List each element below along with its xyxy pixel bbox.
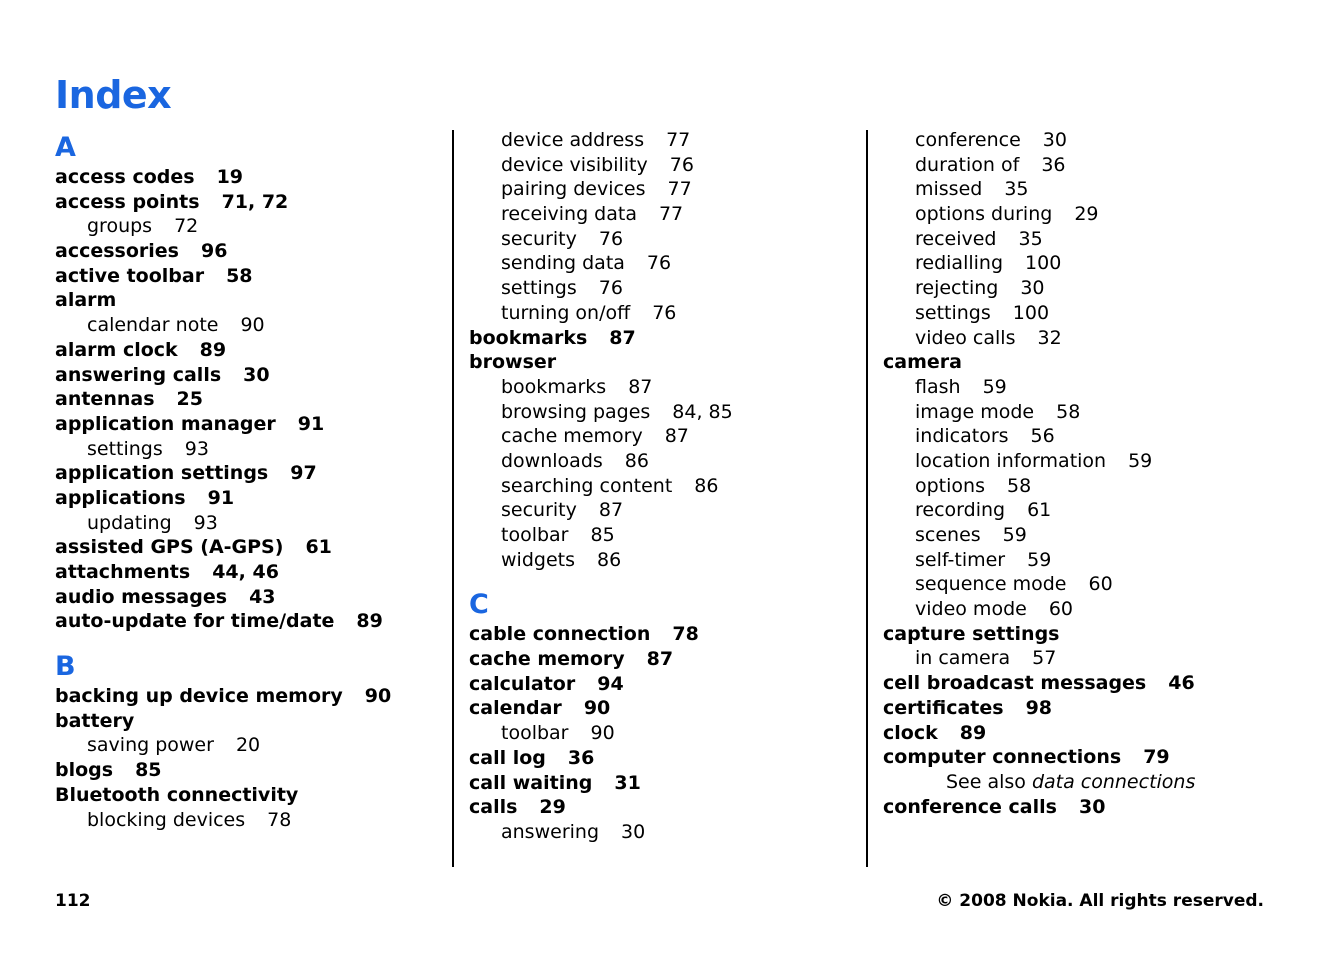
see-also-target: data connections [1031,770,1196,793]
page-reference: 87 [646,648,674,671]
page-reference: 93 [184,437,209,460]
page-reference: 58 [1056,400,1081,423]
page-reference: 76 [646,252,672,275]
page-reference: 77 [666,129,691,151]
page-reference: 58 [1006,474,1032,497]
page-reference: 76 [598,277,623,300]
index-term: conference calls [883,795,1057,818]
index-entry [55,239,425,264]
index-term: answering [501,820,600,843]
index-term: scenes [915,524,981,546]
index-term: cable connection [469,623,651,646]
index-term: active toolbar [55,264,205,287]
index-subentry [55,437,425,462]
page-reference: 20 [235,734,261,757]
index-entry [883,350,1253,375]
index-term: calendar note [87,314,219,337]
page-reference: 94 [597,672,624,695]
index-entry [55,387,425,412]
index-term: sending data [501,252,625,275]
index-term: antennas [55,388,155,411]
index-subentry [469,202,839,227]
index-entry [55,338,425,363]
index-subentry [883,400,1253,425]
index-entry [469,795,839,820]
page-reference: 86 [694,474,719,497]
index-term: browsing pages [501,400,651,423]
index-term: received [915,227,997,250]
index-subentry [883,646,1253,671]
index-column-3 [883,128,1253,819]
index-subentry [55,214,425,239]
section-letter: A [55,132,76,163]
page-reference: 25 [176,388,203,411]
index-entry [883,696,1253,721]
index-entry [469,696,839,721]
index-subentry [469,721,839,746]
page-reference: 87 [609,326,636,349]
see-also-label: See also [946,770,1026,793]
page-reference: 29 [1074,203,1099,226]
index-subentry [883,498,1253,523]
page-reference: 59 [1128,449,1153,472]
index-entry [55,264,425,289]
index-subentry [469,375,839,400]
index-term: indicators [915,425,1009,448]
index-entry [55,461,425,486]
index-entry [55,783,425,808]
index-term: certificates [883,696,1004,719]
index-term: cache memory [469,648,625,671]
index-subentry [55,808,425,833]
index-entry [883,795,1253,820]
index-subentry [883,202,1253,227]
page-reference: 78 [672,623,699,646]
index-term: security [501,499,577,522]
page-reference: 90 [590,722,615,745]
page-reference: 77 [667,178,692,201]
index-term: settings [87,437,163,460]
index-term: auto-update for time/date [55,610,335,633]
index-subentry [883,449,1253,474]
page-reference: 98 [1025,696,1053,719]
index-term: browser [469,351,557,374]
index-subentry [883,251,1253,276]
index-column-1 [55,128,425,832]
index-term: application manager [55,412,276,435]
index-subentry [883,128,1253,153]
index-term: missed [915,178,983,201]
page-reference: 86 [624,449,649,472]
index-term: calculator [469,672,576,695]
index-term: blogs [55,759,114,782]
page-reference: 85 [590,524,615,546]
page-reference: 59 [982,375,1007,398]
page-reference: 84, 85 [672,400,733,423]
index-term: alarm clock [55,338,178,361]
index-term: backing up device memory [55,685,343,708]
index-term: sequence mode [915,573,1067,596]
index-term: duration of [915,153,1020,176]
index-subentry [883,572,1253,597]
page-reference: 30 [1042,129,1067,151]
page-reference: 89 [959,721,987,744]
index-term: computer connections [883,746,1122,769]
index-entry [55,288,425,313]
index-subentry [883,227,1253,252]
index-subentry [883,474,1253,499]
page-reference: 58 [226,264,253,287]
page-reference: 87 [664,425,689,448]
page-reference: 78 [267,808,292,831]
index-subentry [55,313,425,338]
index-subentry [883,523,1253,548]
index-term: receiving data [501,203,637,226]
index-term: application settings [55,462,269,485]
index-subentry [469,301,839,326]
index-term: capture settings [883,622,1060,645]
index-entry [883,721,1253,746]
index-term: widgets [501,548,575,571]
index-subentry [883,276,1253,301]
index-term: groups [87,215,153,238]
index-term: turning on/off [501,301,631,324]
index-term: flash [915,375,961,398]
index-entry [55,585,425,610]
index-term: self-timer [915,548,1006,571]
page-reference: 57 [1032,647,1057,670]
index-term: settings [915,301,991,324]
index-term: applications [55,486,186,509]
page-reference: 86 [596,548,622,571]
index-entry [55,363,425,388]
page-title: Index [55,73,172,117]
page-reference: 30 [1020,277,1045,300]
index-term: options during [915,203,1053,226]
page-reference: 79 [1143,746,1170,769]
page-reference: 46 [1168,672,1195,695]
page-reference: 35 [1018,227,1043,250]
index-entry [469,771,839,796]
index-term: rejecting [915,277,999,300]
index-subentry [883,326,1253,351]
index-term: location information [915,449,1107,472]
page-reference: 56 [1030,425,1055,448]
index-term: call log [469,746,546,769]
index-subentry [883,548,1253,573]
page-reference: 77 [658,203,684,226]
index-column-2 [469,128,839,845]
index-subentry [469,177,839,202]
page-reference: 59 [1027,548,1052,571]
index-entry [55,165,425,190]
index-term: call waiting [469,771,593,794]
page-reference: 85 [135,759,162,782]
index-term: options [915,474,985,497]
index-term: security [501,227,577,250]
index-term: recording [915,499,1006,522]
index-term: pairing devices [501,178,646,201]
index-term: searching content [501,474,673,497]
index-entry [469,647,839,672]
index-subentry [469,128,839,153]
index-term: video mode [915,598,1027,621]
index-entry [883,622,1253,647]
index-entry [55,758,425,783]
page-reference: 61 [1027,499,1052,522]
index-entry [55,190,425,215]
page-reference: 90 [240,314,265,337]
page-reference: 96 [200,240,228,263]
page-reference: 30 [621,820,646,843]
index-term: camera [883,351,962,374]
index-term: blocking devices [87,808,246,831]
page-reference: 89 [356,610,383,633]
page-reference: 60 [1088,573,1113,596]
page-reference: 72 [174,215,199,238]
index-term: cell broadcast messages [883,672,1147,695]
index-term: assisted GPS (A-GPS) [55,536,284,559]
index-term: bookmarks [469,326,588,349]
index-term: cache memory [501,425,643,448]
page-reference: 91 [207,486,235,509]
section-letter: C [469,589,489,621]
index-term: toolbar [501,722,569,745]
index-subentry [469,153,839,178]
index-subentry [469,498,839,523]
index-term: downloads [501,449,603,472]
page-reference: 29 [539,796,566,819]
index-entry [469,326,839,351]
index-term: answering calls [55,363,222,386]
index-term: audio messages [55,585,228,608]
page-reference: 32 [1037,326,1062,349]
page-reference: 30 [243,363,270,386]
index-subentry [469,251,839,276]
index-term: saving power [87,734,214,757]
index-entry [55,609,425,634]
index-term: calendar [469,697,562,720]
section-letter: B [55,651,76,683]
see-also-reference [883,770,1253,795]
index-term: device address [501,129,645,151]
footer-copyright: © 2008 Nokia. All rights reserved. [936,891,1264,911]
page-reference: 90 [583,697,611,720]
page-reference: 61 [305,536,332,559]
index-term: bookmarks [501,375,607,398]
index-term: Bluetooth connectivity [55,783,299,806]
page-reference: 19 [216,166,244,188]
page-reference: 97 [290,462,317,485]
index-subentry [883,301,1253,326]
index-subentry [469,523,839,548]
index-entry [55,709,425,734]
index-term: in camera [915,647,1011,670]
index-term: video calls [915,326,1016,349]
index-subentry [469,424,839,449]
page-reference: 59 [1002,524,1027,546]
index-term: conference [915,129,1021,151]
footer-page-number: 112 [55,891,91,911]
index-term: access codes [55,166,195,188]
index-subentry [883,375,1253,400]
index-entry [55,684,425,709]
page-reference: 71, 72 [221,190,289,213]
column-divider [866,130,868,867]
index-term: device visibility [501,153,648,176]
column-divider [452,130,454,867]
index-term: attachments [55,561,191,583]
page-reference: 30 [1078,795,1106,818]
index-subentry [55,733,425,758]
index-term: settings [501,277,577,300]
index-term: image mode [915,400,1035,423]
page-reference: 36 [1041,153,1066,176]
index-term: toolbar [501,524,569,546]
page-reference: 36 [567,746,595,769]
index-subentry [469,276,839,301]
index-subentry [469,474,839,499]
page-reference: 90 [364,685,392,708]
index-term: access points [55,190,200,213]
page-reference: 76 [669,153,694,176]
page-reference: 91 [297,412,325,435]
index-entry [469,672,839,697]
index-entry [883,745,1253,770]
index-term: accessories [55,240,179,263]
index-subentry [55,511,425,536]
page-reference: 100 [1012,301,1050,324]
page-reference: 43 [249,585,276,608]
index-entry [469,746,839,771]
index-term: updating [87,511,172,534]
index-entry [55,486,425,511]
page-reference: 93 [193,511,218,534]
index-entry [55,560,425,585]
index-subentry [883,153,1253,178]
page-reference: 76 [598,227,624,250]
page-reference: 35 [1004,178,1029,201]
page-reference: 100 [1025,252,1062,275]
page-reference: 31 [614,771,641,794]
page-reference: 76 [652,301,677,324]
index-subentry [883,177,1253,202]
index-entry [469,350,839,375]
page-reference: 44, 46 [212,561,279,583]
index-entry [55,535,425,560]
index-subentry [883,424,1253,449]
index-term: battery [55,709,135,732]
index-subentry [469,227,839,252]
index-subentry [469,400,839,425]
page-reference: 87 [598,499,624,522]
index-subentry [469,548,839,573]
index-entry [55,412,425,437]
page-reference: 87 [628,375,653,398]
index-subentry [469,449,839,474]
index-term: clock [883,721,938,744]
index-subentry [469,820,839,845]
index-entry [469,622,839,647]
index-term: redialling [915,252,1004,275]
index-subentry [883,597,1253,622]
page-reference: 60 [1048,598,1074,621]
index-term: calls [469,796,518,819]
index-term: alarm [55,289,117,312]
index-entry [883,671,1253,696]
page-reference: 89 [199,338,227,361]
